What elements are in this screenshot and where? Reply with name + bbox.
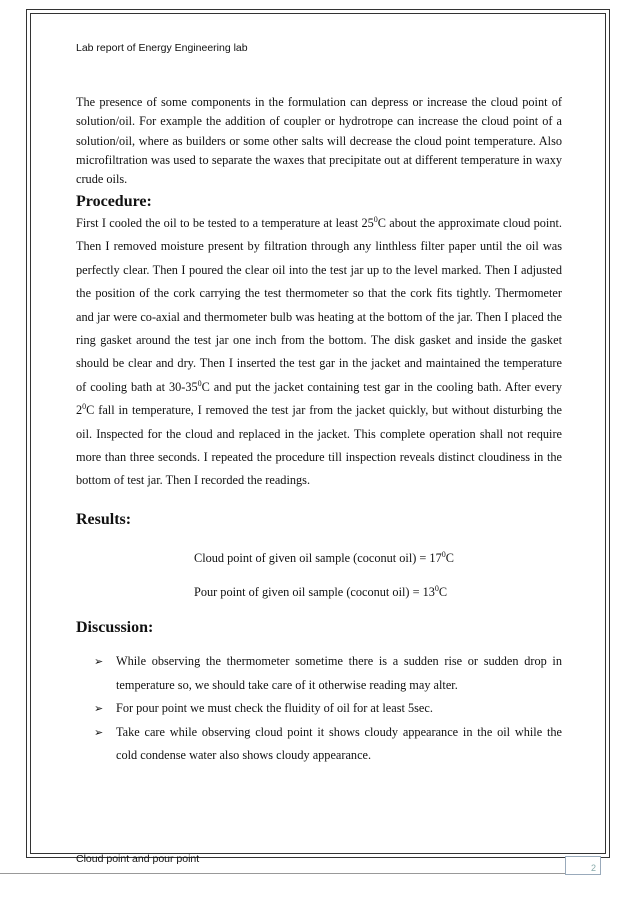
- cloud-point-unit: C: [445, 551, 454, 565]
- procedure-text-4: C fall in temperature, I removed the test jar from the jacket quickly, but without disturbing the oil. Inspected for the cloud and replaced in the jacket. This complete operation shall not require more than three seconds. I repeated the procedure till inspection reveals distinct cloudiness in the bottom of test jar. Then I recorded the readings.: [76, 403, 562, 488]
- list-item-text: For pour point we must check the fluidity of oil for at least 5sec.: [116, 701, 433, 715]
- procedure-text-1: First I cooled the oil to be tested to a temperature at least 25: [76, 216, 374, 230]
- degree-superscript: 0: [82, 402, 87, 412]
- page-number: 2: [590, 863, 596, 873]
- page-footer: Cloud point and pour point: [76, 853, 200, 865]
- discussion-heading: Discussion:: [76, 619, 154, 636]
- list-item-text: While observing the thermometer sometime there is a sudden rise or sudden drop in temperature so, we should take care of it otherwise reading may alter.: [116, 654, 562, 692]
- footer-divider: [0, 873, 565, 874]
- procedure-text-3: C and put the jacket containing test gar in the cooling bath. After every 2: [76, 379, 562, 418]
- list-item-text: Take care while observing cloud point it shows cloudy appearance in the oil while the cold condense water also shows cloudy appearance.: [116, 724, 562, 762]
- arrow-bullet-icon: ➢: [94, 725, 104, 739]
- pour-point-result: [194, 585, 447, 600]
- procedure-paragraph: [76, 212, 562, 493]
- pour-point-text: Pour point of given oil sample (coconut oil) = 13: [194, 585, 435, 599]
- page-number-box: [565, 856, 601, 875]
- discussion-list: [94, 650, 562, 768]
- degree-superscript: 0: [373, 215, 378, 224]
- list-item: [94, 721, 562, 768]
- cloud-point-result: [194, 551, 454, 566]
- pour-point-unit: C: [438, 585, 448, 599]
- results-heading: Results:: [76, 511, 132, 528]
- procedure-text-2: C about the approximate cloud point. Then I removed moisture present by filtration through any linthless filter paper until the oil was perfectly clear. Then I poured the clear oil into the test jar up to the level marked. Then I adjusted the position of the cork carrying the test thermometer so that the cork fits tightly. Thermometer and jar were co-axial and thermometer bulb was heating at the bottom of the jar. Then I placed the ring gasket around the test jar one inch from the bottom. The disk gasket and inside the gasket should be clear and dry. Then I inserted the test gar in the jacket and maintained the temperature of cooling bath at 30-35: [76, 216, 562, 394]
- arrow-bullet-icon: ➢: [94, 655, 104, 668]
- procedure-heading: Procedure:: [76, 193, 152, 210]
- arrow-bullet-icon: ➢: [94, 702, 104, 715]
- list-item: [94, 650, 562, 697]
- page-header: Lab report of Energy Engineering lab: [76, 42, 248, 54]
- list-item: [94, 697, 562, 721]
- degree-superscript: 0: [434, 584, 439, 593]
- degree-superscript: 0: [197, 378, 202, 388]
- intro-paragraph: The presence of some components in the formulation can depress or increase the cloud point of solution/oil. For example the addition of coupler or hydrotrope can increase the cloud point of a solution/oil, where as builders or some other salts will decrease the cloud point temperature. Also microfiltration was used to separate the waxes that precipitate out at different temperature in waxy crude oils.: [76, 95, 562, 187]
- cloud-point-text: Cloud point of given oil sample (coconut oil) = 17: [194, 551, 442, 565]
- degree-superscript: 0: [441, 550, 446, 559]
